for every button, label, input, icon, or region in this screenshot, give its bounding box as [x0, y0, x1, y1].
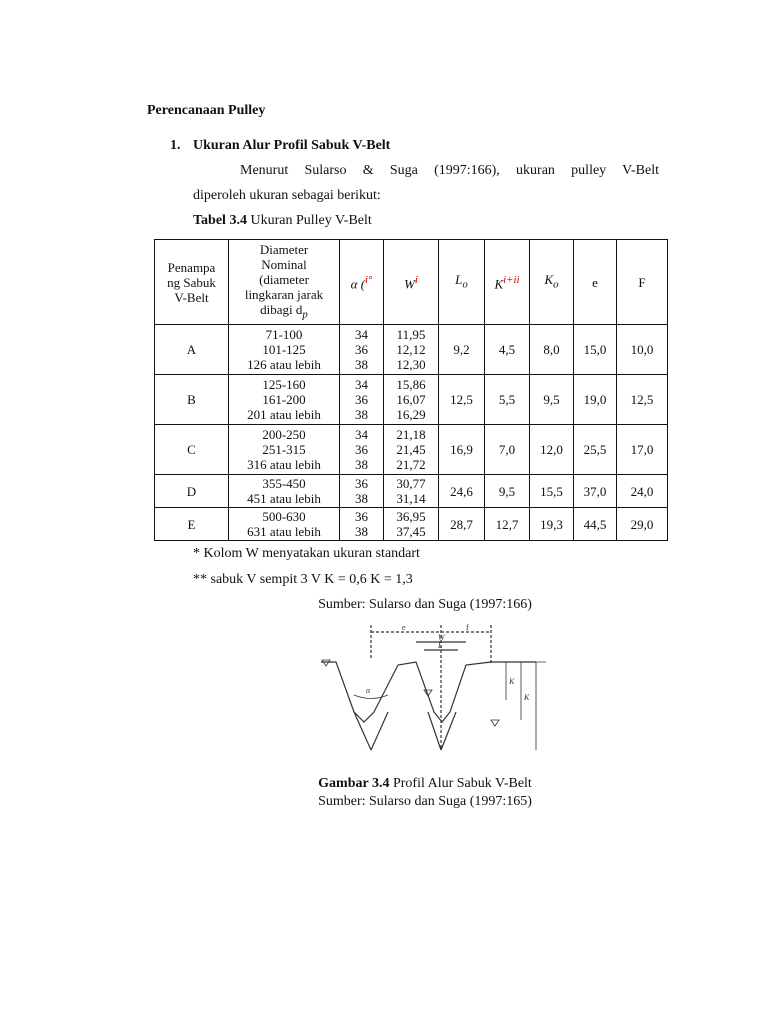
- f-cell: 17,0: [617, 425, 668, 475]
- lo-cell: 24,6: [439, 475, 485, 508]
- header-w: $W^i$: [384, 240, 439, 325]
- header-penampang: Penampa ng Sabuk V-Belt: [155, 240, 229, 325]
- lo-cell: 9,2: [439, 325, 485, 375]
- label-ko: K: [524, 693, 530, 702]
- alpha-cell: 36 38: [340, 508, 384, 541]
- table-caption: [193, 213, 372, 229]
- table-row: [155, 325, 668, 375]
- section-cell: D: [155, 475, 229, 508]
- paragraph-line-1: Menurut Sularso & Suga (1997:166), ukuran pulley V-Belt: [240, 163, 659, 178]
- w-cell: 21,18 21,45 21,72: [384, 425, 439, 475]
- figure-caption-text: Profil Alur Sabuk V-Belt: [389, 776, 532, 791]
- table-note-2: ** sabuk V sempit 3 V K = 0,6 K = 1,3: [193, 572, 413, 587]
- e-cell: 25,5: [574, 425, 617, 475]
- w-cell: 11,95 12,12 12,30: [384, 325, 439, 375]
- subsection-number: 1.: [170, 138, 181, 153]
- diameter-cell: 71-100 101-125 126 atau lebih: [229, 325, 340, 375]
- ko-cell: 12,0: [530, 425, 574, 475]
- v-belt-groove-profile-figure: [316, 620, 552, 756]
- header-alpha: α ($^{i^\circ}$: [340, 240, 384, 325]
- section-cell: E: [155, 508, 229, 541]
- lo-cell: 28,7: [439, 508, 485, 541]
- header-diameter: Diameter Nominal (diameter lingkaran jarak dibagi $d_p$: [229, 240, 340, 325]
- k-cell: 4,5: [485, 325, 530, 375]
- label-w: W: [438, 633, 445, 642]
- paragraph-line-2: diperoleh ukuran sebagai berikut:: [193, 188, 381, 203]
- header-e: e: [574, 240, 617, 325]
- label-k: K: [509, 677, 515, 686]
- lo-cell: 16,9: [439, 425, 485, 475]
- e-cell: 15,0: [574, 325, 617, 375]
- k-cell: 7,0: [485, 425, 530, 475]
- ko-cell: 8,0: [530, 325, 574, 375]
- alpha-cell: 34 36 38: [340, 425, 384, 475]
- groove-vertex-left-b: [371, 712, 388, 750]
- figure-caption: [0, 776, 768, 792]
- figure-source: Sumber: Sularso dan Suga (1997:165): [318, 794, 532, 809]
- pulley-size-table: [154, 239, 668, 541]
- header-ko: $K_o$: [530, 240, 574, 325]
- subsection-title: Ukuran Alur Profil Sabuk V-Belt: [193, 138, 391, 153]
- diameter-cell: 500-630 631 atau lebih: [229, 508, 340, 541]
- subsection-heading: [170, 138, 390, 154]
- section-cell: C: [155, 425, 229, 475]
- f-cell: 10,0: [617, 325, 668, 375]
- k-cell: 9,5: [485, 475, 530, 508]
- e-cell: 37,0: [574, 475, 617, 508]
- surface-mark-1: [322, 660, 330, 666]
- w-cell: 36,95 37,45: [384, 508, 439, 541]
- lo-cell: 12,5: [439, 375, 485, 425]
- table-source: Sumber: Sularso dan Suga (1997:166): [318, 597, 532, 612]
- w-cell: 15,86 16,07 16,29: [384, 375, 439, 425]
- table-caption-text: Ukuran Pulley V-Belt: [246, 213, 372, 228]
- section-title: Perencanaan Pulley: [147, 103, 266, 118]
- e-cell: 44,5: [574, 508, 617, 541]
- f-cell: 24,0: [617, 475, 668, 508]
- w-cell: 30,77 31,14: [384, 475, 439, 508]
- groove-vertex-right-b: [441, 712, 456, 750]
- header-f: F: [617, 240, 668, 325]
- table-caption-label: Tabel 3.4: [193, 213, 247, 228]
- table-row: [155, 475, 668, 508]
- diameter-cell: 125-160 161-200 201 atau lebih: [229, 375, 340, 425]
- alpha-cell: 34 36 38: [340, 375, 384, 425]
- label-lo: L: [438, 641, 443, 650]
- f-cell: 29,0: [617, 508, 668, 541]
- table-note-1: * Kolom W menyatakan ukuran standart: [193, 546, 420, 561]
- ko-cell: 19,3: [530, 508, 574, 541]
- ko-cell: 9,5: [530, 375, 574, 425]
- table-row: [155, 375, 668, 425]
- k-cell: 5,5: [485, 375, 530, 425]
- k-cell: 12,7: [485, 508, 530, 541]
- header-k: $K^{i+ii}$: [485, 240, 530, 325]
- alpha-cell: 34 36 38: [340, 325, 384, 375]
- diameter-cell: 200-250 251-315 316 atau lebih: [229, 425, 340, 475]
- section-cell: B: [155, 375, 229, 425]
- f-cell: 12,5: [617, 375, 668, 425]
- header-lo: $L_o$: [439, 240, 485, 325]
- label-alpha: α: [366, 686, 371, 695]
- label-f: f: [466, 623, 469, 632]
- section-cell: A: [155, 325, 229, 375]
- diameter-cell: 355-450 451 atau lebih: [229, 475, 340, 508]
- alpha-cell: 36 38: [340, 475, 384, 508]
- e-cell: 19,0: [574, 375, 617, 425]
- table-row: [155, 425, 668, 475]
- ko-cell: 15,5: [530, 475, 574, 508]
- table-header-row: [155, 240, 668, 325]
- surface-mark-3: [491, 720, 499, 726]
- figure-caption-label: Gambar 3.4: [318, 776, 390, 791]
- table-row: [155, 508, 668, 541]
- label-e: e: [402, 623, 406, 632]
